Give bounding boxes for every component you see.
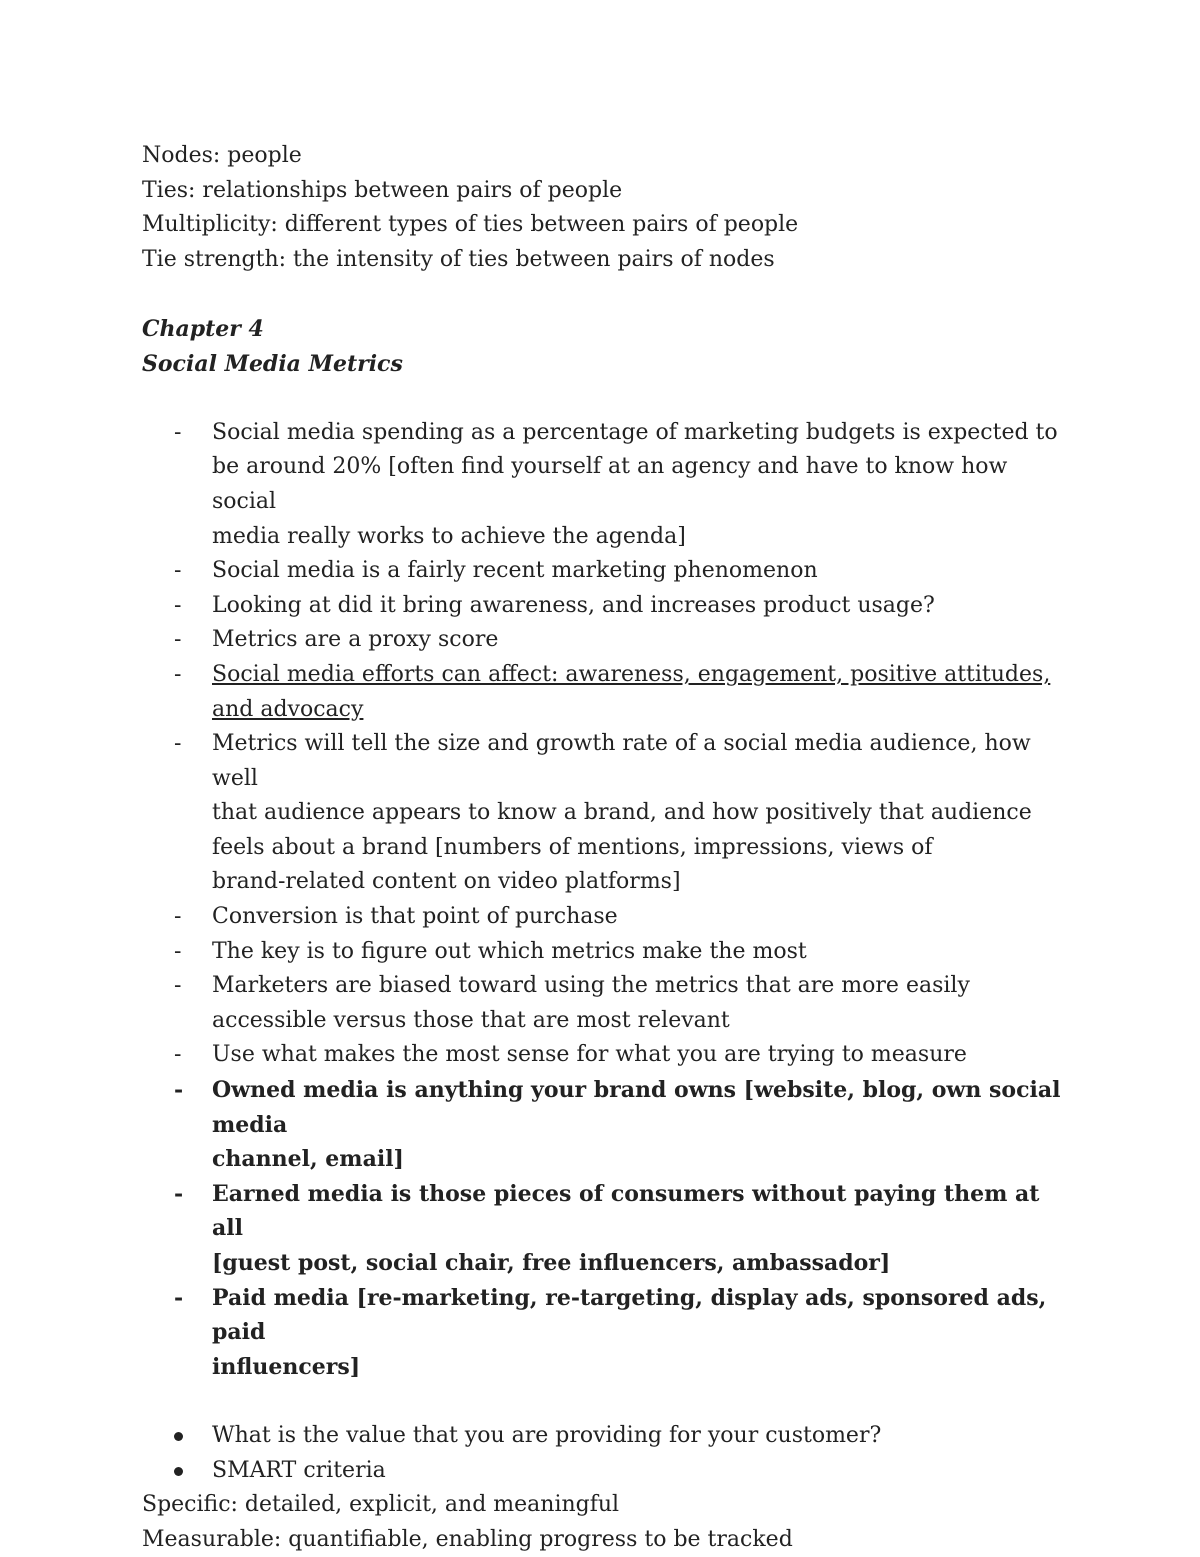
list-item-text: Use what makes the most sense for what you are trying to measure <box>212 1042 967 1068</box>
definition-nodes: Nodes: people <box>142 143 302 168</box>
list-item: - Metrics will tell the size and growth rate of a social media audience, how well that audience appears to know a brand, and how positively that audience feels about a brand [numbers of mentions, impressions, views of brand-related content on video platforms] <box>142 727 1072 900</box>
list-item-text: What is the value that you are providing for your customer? <box>212 1422 882 1448</box>
list-item-text: Social media is a fairly recent marketing phenomenon <box>212 558 818 584</box>
spacer <box>142 277 1072 312</box>
dash-marker: - <box>174 731 182 757</box>
list-item <box>142 623 1072 658</box>
dash-list <box>142 416 1072 1385</box>
list-item: - Marketers are biased toward using the metrics that are more easily accessible versus those that are most relevant <box>142 969 1072 1038</box>
dash-marker: - <box>174 627 182 653</box>
list-item <box>142 589 1072 624</box>
dash-marker: - <box>174 592 182 618</box>
document-page <box>142 139 1072 1557</box>
list-item <box>142 554 1072 589</box>
dash-marker: - <box>174 419 182 445</box>
bullet-dot-icon <box>174 1467 183 1476</box>
list-item: - Earned media is those pieces of consumers without paying them at all [guest post, social chair, free influencers, ambassador] <box>142 1177 1072 1281</box>
smart-measurable: Measurable: quantifiable, enabling progress to be tracked <box>142 1526 793 1552</box>
dash-marker: - <box>174 973 182 999</box>
list-item: - Social media spending as a percentage of marketing budgets is expected to be around 20% [often find yourself at an agency and have to know how social media really works to achieve the agenda] <box>142 416 1072 554</box>
list-item <box>142 1454 1072 1489</box>
list-item <box>142 935 1072 970</box>
bullet-list <box>142 1419 1072 1488</box>
spacer <box>142 381 1072 416</box>
dash-marker: - <box>174 1042 182 1068</box>
dash-marker: - <box>174 1180 184 1207</box>
smart-specific: Specific: detailed, explicit, and meaningful <box>142 1492 620 1518</box>
chapter-number: Chapter 4 <box>142 315 264 342</box>
dash-marker: - <box>174 938 182 964</box>
dash-marker: - <box>174 558 182 584</box>
dash-marker: - <box>174 904 182 930</box>
dash-marker: - <box>174 1077 184 1104</box>
list-item-text: The key is to figure out which metrics make the most <box>212 938 807 964</box>
chapter-title: Social Media Metrics <box>142 350 403 377</box>
spacer <box>142 1384 1072 1419</box>
list-item: - Owned media is anything your brand owns [website, blog, own social media channel, email] <box>142 1073 1072 1177</box>
list-item <box>142 1038 1072 1073</box>
dash-marker: - <box>174 1284 184 1311</box>
dash-marker: - <box>174 661 182 687</box>
bullet-dot-icon <box>174 1432 183 1441</box>
list-item-text: SMART criteria <box>212 1457 386 1483</box>
list-item: - Social media efforts can affect: awareness, engagement, positive attitudes, and advocacy <box>142 658 1072 727</box>
definition-multiplicity: Multiplicity: different types of ties between pairs of people <box>142 212 799 238</box>
list-item: - Paid media [re-marketing, re-targeting, display ads, sponsored ads, paid influencers] <box>142 1281 1072 1385</box>
list-item <box>142 900 1072 935</box>
list-item-text: Conversion is that point of purchase <box>212 904 618 930</box>
definition-ties: Ties: relationships between pairs of people <box>142 177 623 203</box>
list-item-text: Metrics are a proxy score <box>212 627 499 653</box>
list-item-text: Looking at did it bring awareness, and increases product usage? <box>212 592 935 618</box>
list-item <box>142 1419 1072 1454</box>
definition-tie-strength: Tie strength: the intensity of ties between pairs of nodes <box>142 246 775 272</box>
